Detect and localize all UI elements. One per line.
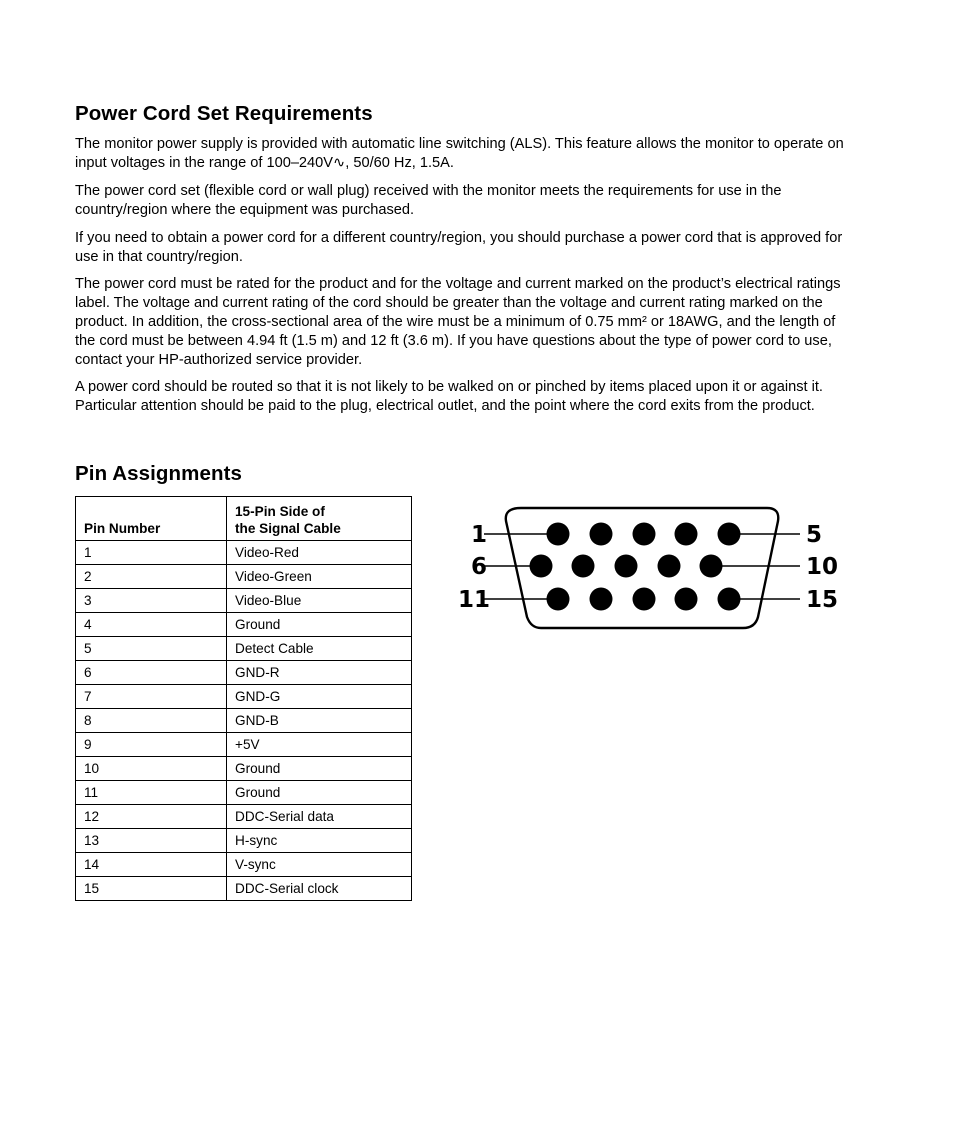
signal-name-cell: DDC-Serial data [227, 805, 412, 829]
signal-name-cell: Video-Blue [227, 589, 412, 613]
pin-number-cell: 3 [76, 589, 227, 613]
table-row [76, 805, 412, 829]
section-heading-pin-assignments: Pin Assignments [75, 462, 243, 485]
paragraph: A power cord should be routed so that it is not likely to be walked on or pinched by items placed upon it or against it. Particular attention should be paid to the plug, electrical outlet, and the point where the cord exits from the product. [75, 379, 823, 414]
pin-number-cell: 2 [76, 565, 227, 589]
signal-name-cell: Detect Cable [227, 637, 412, 661]
vga-connector-diagram [455, 500, 845, 635]
paragraph: The power cord must be rated for the product and for the voltage and current marked on the product’s electrical ratings label. The voltage and current rating of the cord should be greater than the voltage and current rating marked on the product. In addition, the cross-sectional area of the wire must be a minimum of 0.75 mm² or 18AWG, and the length of the cord must be between 4.94 ft (1.5 m) and 12 ft (3.6 m). If you have questions about the type of power cord to use, contact your HP-authorized service provider. [75, 276, 841, 368]
column-header-signal [227, 497, 412, 541]
pin-hole-8 [615, 555, 638, 578]
signal-name-cell: Ground [227, 757, 412, 781]
table-row [76, 589, 412, 613]
table-row [76, 829, 412, 853]
signal-name-cell: Video-Green [227, 565, 412, 589]
pin-hole-7 [572, 555, 595, 578]
pin-number-cell: 6 [76, 661, 227, 685]
signal-name-cell: +5V [227, 733, 412, 757]
header-line: the Signal Cable [235, 521, 341, 536]
pin-hole-4 [675, 523, 698, 546]
pin-number-cell: 11 [76, 781, 227, 805]
pin-number-cell: 7 [76, 685, 227, 709]
signal-name-cell: GND-B [227, 709, 412, 733]
pin-number-cell: 4 [76, 613, 227, 637]
pin-hole-13 [633, 588, 656, 611]
pin-number-cell: 12 [76, 805, 227, 829]
pin-label-11: 11 [458, 587, 491, 613]
table-row [76, 541, 412, 565]
pin-hole-14 [675, 588, 698, 611]
table-row [76, 781, 412, 805]
pin-hole-12 [590, 588, 613, 611]
pin-number-cell: 1 [76, 541, 227, 565]
pin-assignment-table [75, 496, 412, 901]
signal-name-cell: V-sync [227, 853, 412, 877]
signal-name-cell: DDC-Serial clock [227, 877, 412, 901]
pin-label-6: 6 [471, 554, 488, 580]
table-row [76, 661, 412, 685]
table-row [76, 565, 412, 589]
header-line: 15-Pin Side of [235, 504, 325, 519]
signal-name-cell: H-sync [227, 829, 412, 853]
pin-label-15: 15 [806, 587, 839, 613]
pin-hole-2 [590, 523, 613, 546]
signal-name-cell: GND-R [227, 661, 412, 685]
table-row [76, 757, 412, 781]
pin-number-cell: 14 [76, 853, 227, 877]
pin-number-cell: 5 [76, 637, 227, 661]
pin-number-cell: 10 [76, 757, 227, 781]
table-body [76, 541, 412, 901]
pin-number-cell: 13 [76, 829, 227, 853]
signal-name-cell: Video-Red [227, 541, 412, 565]
table-row [76, 709, 412, 733]
table-header-row [76, 497, 412, 541]
signal-name-cell: GND-G [227, 685, 412, 709]
table-row [76, 853, 412, 877]
signal-name-cell: Ground [227, 781, 412, 805]
section-heading-power-cord: Power Cord Set Requirements [75, 102, 373, 125]
pin-number-cell: 15 [76, 877, 227, 901]
table-row [76, 733, 412, 757]
pin-label-10: 10 [806, 554, 839, 580]
column-header-pin-number: Pin Number [76, 497, 227, 541]
paragraph: The power cord set (flexible cord or wall plug) received with the monitor meets the requirements for use in the country/region where the equipment was purchased. [75, 183, 782, 218]
pin-hole-9 [658, 555, 681, 578]
paragraph: The monitor power supply is provided with automatic line switching (ALS). This feature allows the monitor to operate on input voltages in the range of 100–240V∿, 50/60 Hz, 1.5A. [75, 136, 844, 171]
pin-number-cell: 8 [76, 709, 227, 733]
pin-hole-3 [633, 523, 656, 546]
paragraph: If you need to obtain a power cord for a different country/region, you should purchase a power cord that is approved for use in that country/region. [75, 230, 843, 265]
table-row [76, 613, 412, 637]
pin-label-1: 1 [471, 522, 488, 548]
pin-label-5: 5 [806, 522, 823, 548]
table-row [76, 685, 412, 709]
signal-name-cell: Ground [227, 613, 412, 637]
table-row [76, 637, 412, 661]
table-row [76, 877, 412, 901]
pin-number-cell: 9 [76, 733, 227, 757]
